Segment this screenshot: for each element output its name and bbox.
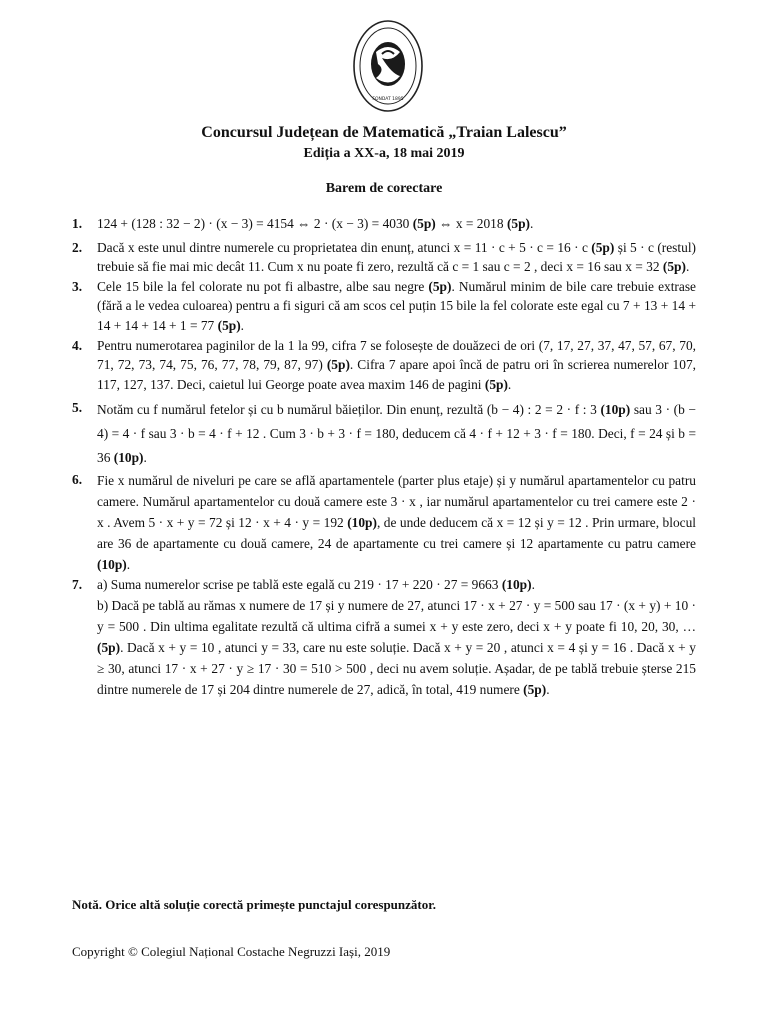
- problem-item: [72, 336, 696, 395]
- problem-solution-b: b) Dacă pe tablă au rămas x numere de 17 și y numere de 27, atunci 17 · x + 27 · y = 500 sau 17 · (x + y) + 10 · y = 500 . Din ultima egalitate rezultă că ultima cifră a sumei x + y este zero, deci x + y poate fi 10, 20, 30, … (5p). Dacă x + y = 10 , atunci y = 33, care nu este soluție. Dacă x + y = 20 , atunci x = 4 și y = 16 . Dacă x + y ≥ 30, atunci 17 · x + 27 · y ≥ 17 · 30 = 510 > 500 , deci nu avem soluție. Așadar, de pe tablă trebuie șterse 215 dintre numerele de 17 și 204 dintre numerele de 27, adică, în total, 419 numere (5p).: [97, 597, 696, 697]
- problem-solution-a: a) Suma numerelor scrise pe tablă este egală cu 219 · 17 + 220 · 27 = 9663 (10p).: [97, 577, 535, 593]
- grading-note: Notă. Orice altă soluție corectă primește punctajul corespunzător.: [72, 897, 437, 912]
- problem-number: 7.: [72, 577, 83, 593]
- problem-item: [72, 470, 696, 575]
- grading-items: [72, 214, 696, 700]
- problem-number: 4.: [72, 337, 83, 353]
- problem-item: [72, 575, 696, 700]
- problem-number: 2.: [72, 239, 83, 255]
- problem-item: [72, 398, 696, 470]
- problem-number: 5.: [72, 400, 83, 416]
- problem-solution: Notăm cu f numărul fetelor și cu b numărul băieților. Din enunț, rezultă (b − 4) : 2 = 2 · f : 3 (10p) sau 3 · (b − 4) = 4 · f sau 3 · b = 4 · f + 12 . Cum 3 · b + 3 · f = 180, deducem că 4 · f + 12 + 3 · f = 180. Deci, f = 24 și b = 36 (10p).: [97, 402, 696, 466]
- problem-solution: 124 + (128 : 32 − 2) · (x − 3) = 4154 ⇔ 2 · (x − 3) = 4030 (5p) ⇔ x = 2018 (5p).: [97, 216, 534, 231]
- problem-solution: Fie x numărul de niveluri pe care se află apartamentele (parter plus etaje) și y numărul apartamentelor cu patru camere. Numărul apartamentelor cu două camere este 3 · x , iar numărul apartamentelor cu trei camere este 2 · x . Avem 5 · x + y = 72 și 12 · x + 4 · y = 192 (10p), de unde deducem că x = 12 și y = 12 . Prin urmare, blocul are 36 de apartamente cu două camere, 24 de apartamente cu trei camere și 12 apartamente cu patru camere (10p).: [97, 473, 696, 573]
- edition-date: Ediția a XX-a, 18 mai 2019: [303, 146, 465, 161]
- section-heading: Barem de corectare: [325, 181, 443, 196]
- svg-text:FONDAT 1895: FONDAT 1895: [372, 97, 404, 102]
- problem-item: [72, 238, 696, 277]
- contest-title: Concursul Județean de Matematică „Traian Lalescu”: [201, 124, 567, 141]
- problem-item: [72, 277, 696, 336]
- problem-number: 6.: [72, 472, 83, 488]
- problem-number: 3.: [72, 278, 83, 294]
- school-seal-logo: [352, 18, 424, 114]
- problem-solution: Cele 15 bile la fel colorate nu pot fi albastre, albe sau negre (5p). Numărul minim de bile care trebuie extrase (fără a le vedea culoarea) pentru a fi siguri că am scos cel puțin 15 bile la fel colorate este egal cu 7 + 13 + 14 + 14 + 14 + 14 + 1 = 77 (5p).: [97, 278, 696, 333]
- problem-number: 1.: [72, 216, 83, 231]
- problem-solution: Pentru numerotarea paginilor de la 1 la 99, cifra 7 se folosește de douăzeci de ori (7, 17, 27, 37, 47, 57, 67, 70, 71, 72, 73, 74, 75, 76, 77, 78, 79, 87, 97) (5p). Cifra 7 apare apoi încă de patru ori în scrierea numerelor 107, 117, 127, 137. Deci, caietul lui George poate avea maxim 146 de pagini (5p).: [97, 337, 696, 392]
- copyright-footer: Copyright © Colegiul Național Costache Negruzzi Iași, 2019: [72, 944, 391, 959]
- problem-item: [72, 214, 696, 234]
- problem-solution: Dacă x este unul dintre numerele cu proprietatea din enunț, atunci x = 11 · c + 5 · c = 16 · c (5p) și 5 · c (restul) trebuie să fie mai mic decât 11. Cum x nu poate fi zero, rezultă că c = 1 sau c = 2 , deci x = 16 sau x = 32 (5p).: [97, 239, 696, 275]
